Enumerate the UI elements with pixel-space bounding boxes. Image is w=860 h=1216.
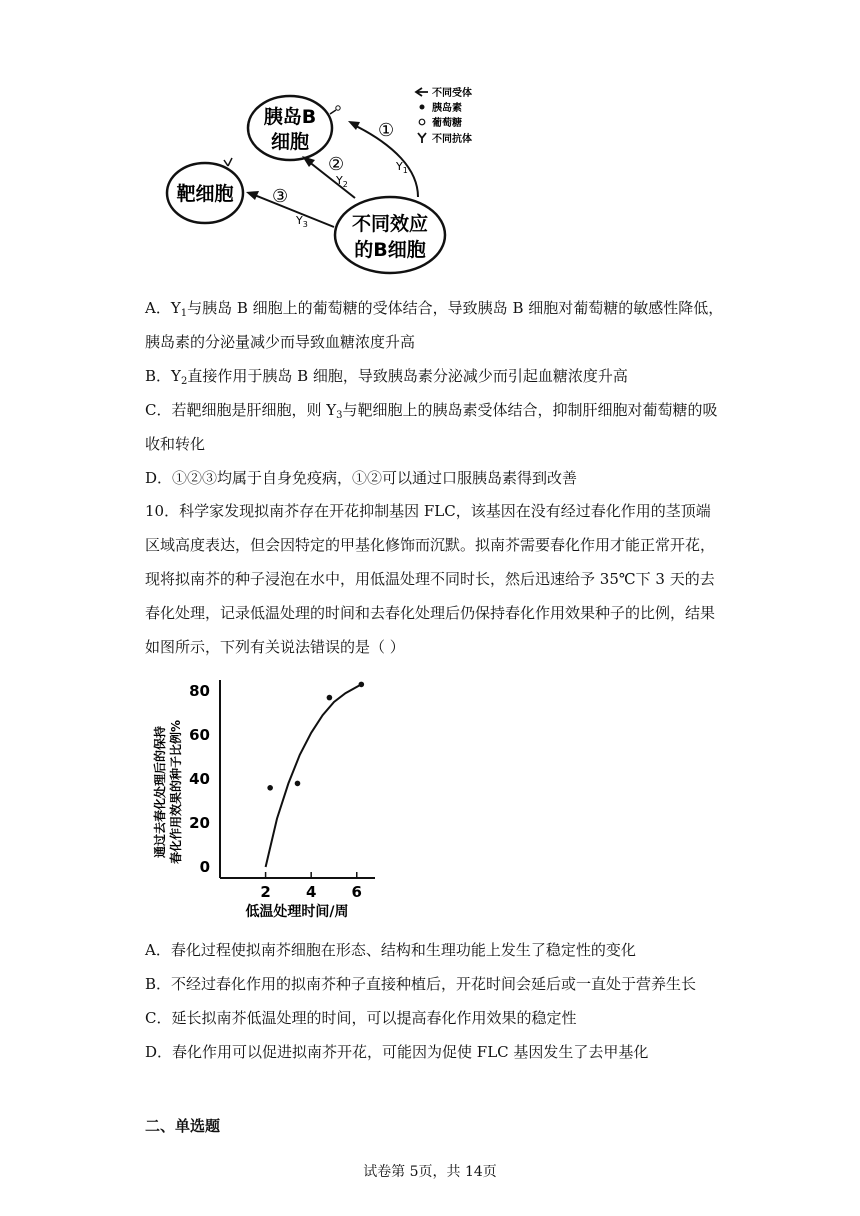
q10-option-b: B．不经过春化作用的拟南芥种子直接种植后，开花时间会延后或一直处于营养生长 bbox=[145, 975, 697, 993]
insulin-icon bbox=[420, 105, 425, 110]
fit-curve bbox=[266, 684, 362, 867]
arrow-3-line bbox=[252, 194, 334, 227]
arrow-1-label: ① bbox=[378, 120, 395, 141]
q10-option-d: D．春化作用可以促进拟南芥开花，可能因为促使 FLC 基因发生了去甲基化 bbox=[145, 1043, 649, 1061]
y2-label: $Y_2$ bbox=[336, 174, 348, 189]
y1-label: $Y_1$ bbox=[396, 160, 408, 175]
data-point bbox=[295, 781, 301, 787]
antibody-diagram bbox=[160, 70, 510, 280]
q10-option-a: A．春化过程使拟南芥细胞在形态、结构和生理功能上发生了稳定性的变化 bbox=[145, 941, 636, 959]
x-tick-label: 2 bbox=[260, 883, 271, 901]
q9-option-c-line1: C．若靶细胞是肝细胞，则 $Y_3$与靶细胞上的胰岛素受体结合，抑制肝细胞对葡萄糖的吸 bbox=[145, 401, 718, 421]
data-point bbox=[327, 695, 333, 701]
q9-option-b: B．$Y_2$直接作用于胰岛 B 细胞，导致胰岛素分泌减少而引起血糖浓度升高 bbox=[145, 367, 628, 387]
arrow-3-label: ③ bbox=[272, 186, 289, 207]
q10-option-c: C．延长拟南芥低温处理的时间，可以提高春化作用效果的稳定性 bbox=[145, 1009, 577, 1027]
effector-label-1: 不同效应 bbox=[351, 213, 429, 235]
x-tick-label: 4 bbox=[305, 883, 317, 901]
diagram-legend bbox=[416, 86, 472, 145]
effector-label-2: 的B细胞 bbox=[354, 239, 426, 261]
antibody-icon bbox=[418, 133, 426, 143]
legend-glucose: 葡萄糖 bbox=[432, 118, 462, 129]
q9-option-a-line2: 胰岛素的分泌量减少而导致血糖浓度升高 bbox=[145, 333, 416, 351]
target-cell-label: 靶细胞 bbox=[176, 183, 234, 205]
receptor-icon bbox=[416, 88, 428, 96]
y-tick-label: 0 bbox=[199, 858, 210, 876]
b-cell-label-1: 胰岛B bbox=[263, 106, 317, 128]
x-tick-label: 6 bbox=[351, 883, 362, 901]
effector-b-cell-node bbox=[335, 197, 445, 273]
vernalization-chart bbox=[150, 680, 390, 920]
legend-antibody: 不同抗体 bbox=[432, 134, 472, 145]
q9-option-a-line1: A．$Y_1$与胰岛 B 细胞上的葡萄糖的受体结合，导致胰岛 B 细胞对葡萄糖的敏感性降低， bbox=[145, 299, 724, 319]
q9-option-c-line2: 收和转化 bbox=[145, 435, 206, 453]
arrow-2-label: ② bbox=[328, 154, 345, 175]
y-tick-label: 40 bbox=[189, 770, 210, 788]
chart-ylabel-1: 通过去春化处理后的保持 bbox=[153, 725, 167, 859]
b-cell-label-2: 细胞 bbox=[270, 131, 310, 153]
y-tick-label: 20 bbox=[189, 814, 210, 832]
y3-label: $Y_3$ bbox=[296, 214, 308, 229]
legend-insulin: 胰岛素 bbox=[432, 103, 462, 114]
q9-option-d: D．①②③均属于自身免疫病，①②可以通过口服胰岛素得到改善 bbox=[145, 469, 578, 487]
chart-ylabel-2: 春化作用效果的种子比例% bbox=[169, 719, 183, 865]
glucose-icon bbox=[419, 119, 425, 125]
page-footer: 试卷第 5页，共 14页 bbox=[363, 1164, 497, 1180]
data-point bbox=[359, 682, 365, 688]
section-title: 二、单选题 bbox=[145, 1117, 221, 1135]
chart-xlabel: 低温处理时间/周 bbox=[245, 904, 349, 920]
y-tick-label: 80 bbox=[189, 682, 210, 700]
legend-receptor: 不同受体 bbox=[432, 88, 472, 99]
y-tick-label: 60 bbox=[189, 726, 210, 744]
data-point bbox=[267, 785, 273, 791]
q10-stem: 10．科学家发现拟南芥存在开花抑制基因 FLC，该基因在没有经过春化作用的茎顶端区域高度表达，但会因特定的甲基化修饰而沉默。拟南芥需要春化作用才能正常开花，现将拟南芥的种子浸泡在水中，用低温处理不同时长，然后迅速给予 35℃下 3 天的去春化处理，记录低温处理的时间和去春化处理后仍保持春化作用效果种子的比例，结果如图所示，下列有关说法错误的是（ ） bbox=[145, 502, 716, 656]
